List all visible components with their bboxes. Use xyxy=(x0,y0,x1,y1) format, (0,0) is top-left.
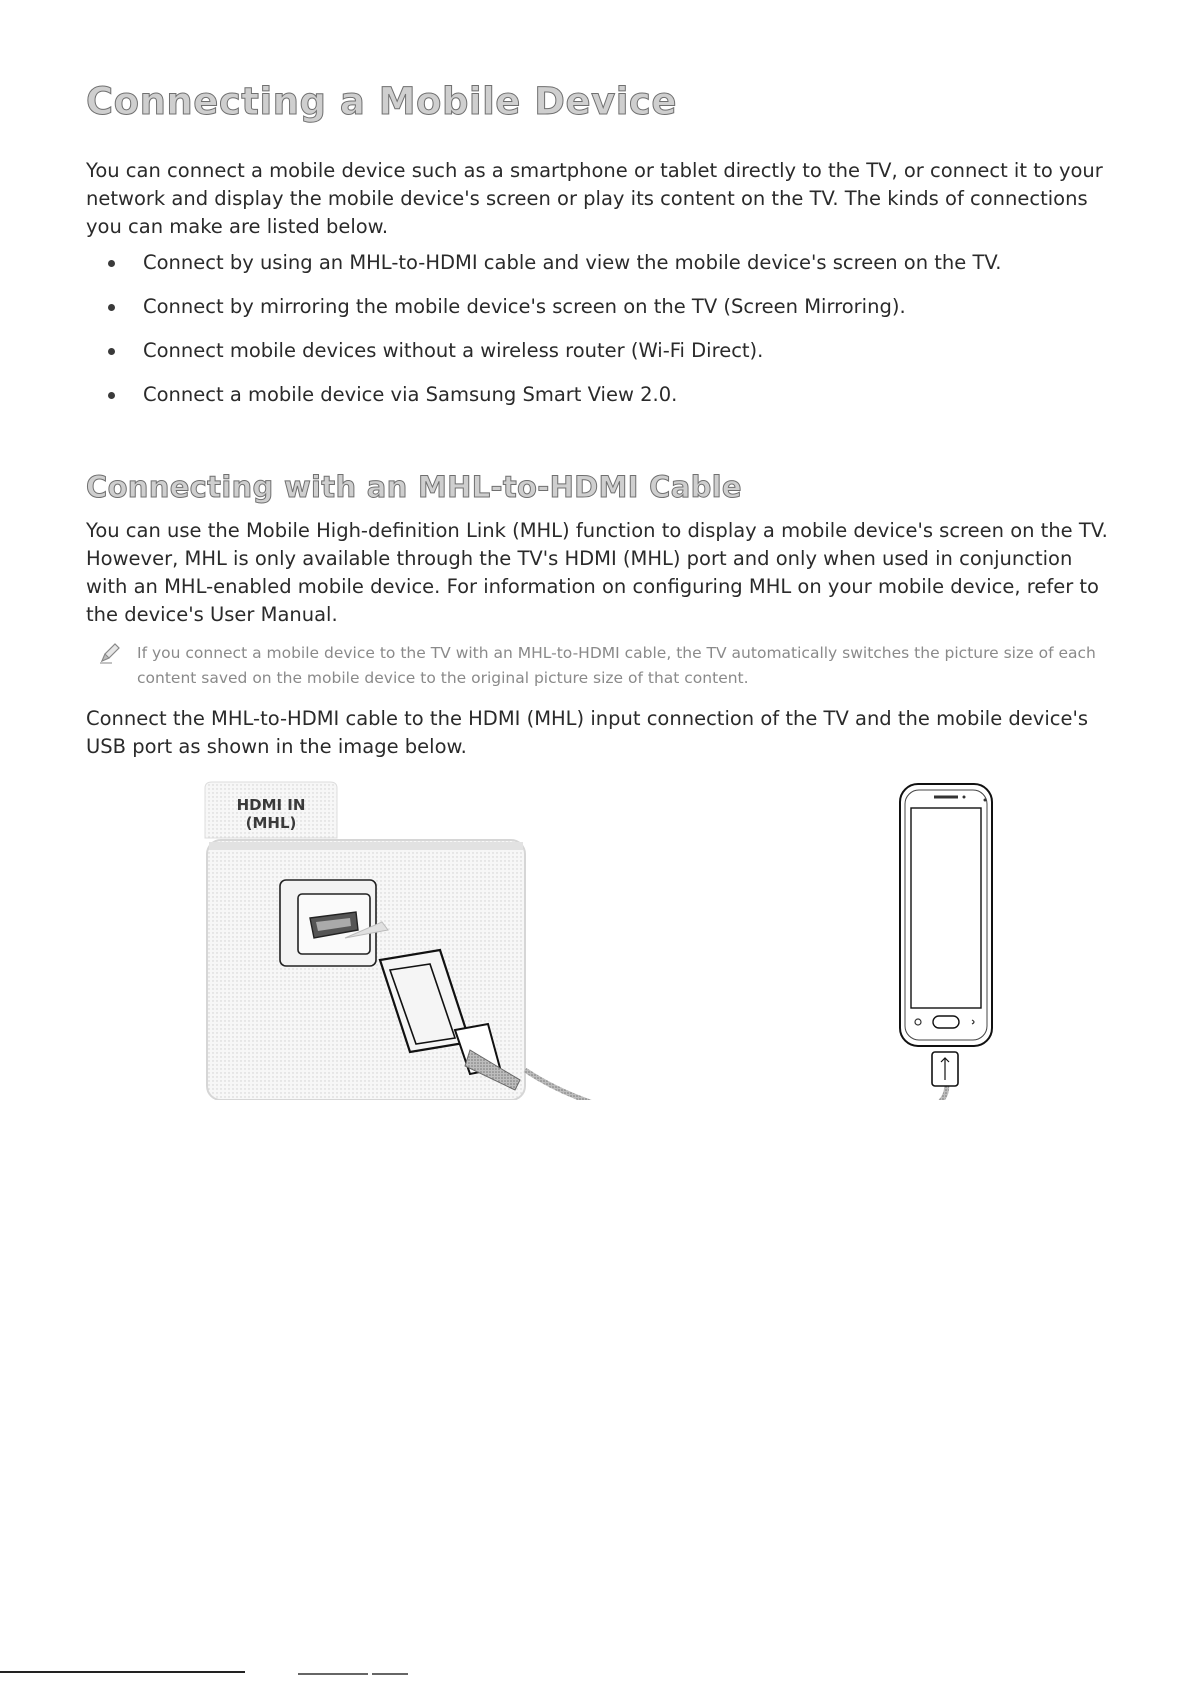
hdmi-port-icon xyxy=(280,880,376,966)
intro-paragraph: You can connect a mobile device such as a smartphone or tablet directly to the TV, or connect it to your network and display the mobile device's screen or play its content on the TV. The kinds of connections you can make are listed below. xyxy=(86,159,1103,238)
list-item-text: Connect mobile devices without a wireless router (Wi-Fi Direct). xyxy=(143,339,764,362)
section-title-mhl-cable: Connecting with an MHL-to-HDMI Cable xyxy=(86,470,742,504)
instruction-paragraph: Connect the MHL-to-HDMI cable to the HDMI (MHL) input connection of the TV and the mobile device's USB port as shown in the image below. xyxy=(86,707,1088,758)
footer-mark xyxy=(298,1673,368,1675)
connection-types-list xyxy=(86,249,1106,425)
mhl-connection-diagram xyxy=(0,780,1191,1100)
cable xyxy=(525,1070,720,1100)
list-item xyxy=(86,337,1106,381)
bullet-icon xyxy=(108,260,115,267)
footer-rule xyxy=(0,1671,245,1673)
cable xyxy=(760,1080,947,1100)
pencil-note-icon xyxy=(98,641,122,665)
port-label-line1: HDMI IN xyxy=(236,796,306,814)
list-item xyxy=(86,293,1106,337)
note-text: If you connect a mobile device to the TV with an MHL-to-HDMI cable, the TV automatically switches the picture size of each content saved on the mobile device to the original picture size of that content. xyxy=(137,644,1096,687)
bullet-icon xyxy=(108,304,115,311)
list-item xyxy=(86,381,1106,425)
list-item-text: Connect a mobile device via Samsung Smart View 2.0. xyxy=(143,383,678,406)
hdmi-in-label-tab xyxy=(205,782,337,838)
usb-connector-icon xyxy=(932,1052,958,1086)
list-item xyxy=(86,249,1106,293)
section-title-mobile-device: Connecting a Mobile Device xyxy=(86,80,677,123)
list-item-text: Connect by mirroring the mobile device's screen on the TV (Screen Mirroring). xyxy=(143,295,906,318)
list-item-text: Connect by using an MHL-to-HDMI cable and view the mobile device's screen on the TV. xyxy=(143,251,1002,274)
footer-mark xyxy=(372,1673,408,1675)
mhl-paragraph: You can use the Mobile High-definition Link (MHL) function to display a mobile device's screen on the TV. However, MHL is only available through the TV's HDMI (MHL) port and only when used in conjunction with an MHL-enabled mobile device. For information on configuring MHL on your mobile device, refer to the device's User Manual. xyxy=(86,519,1108,626)
bullet-icon xyxy=(108,392,115,399)
port-label-line2: (MHL) xyxy=(245,814,297,832)
bullet-icon xyxy=(108,348,115,355)
smartphone-icon xyxy=(900,784,992,1046)
note-block xyxy=(86,641,1116,691)
